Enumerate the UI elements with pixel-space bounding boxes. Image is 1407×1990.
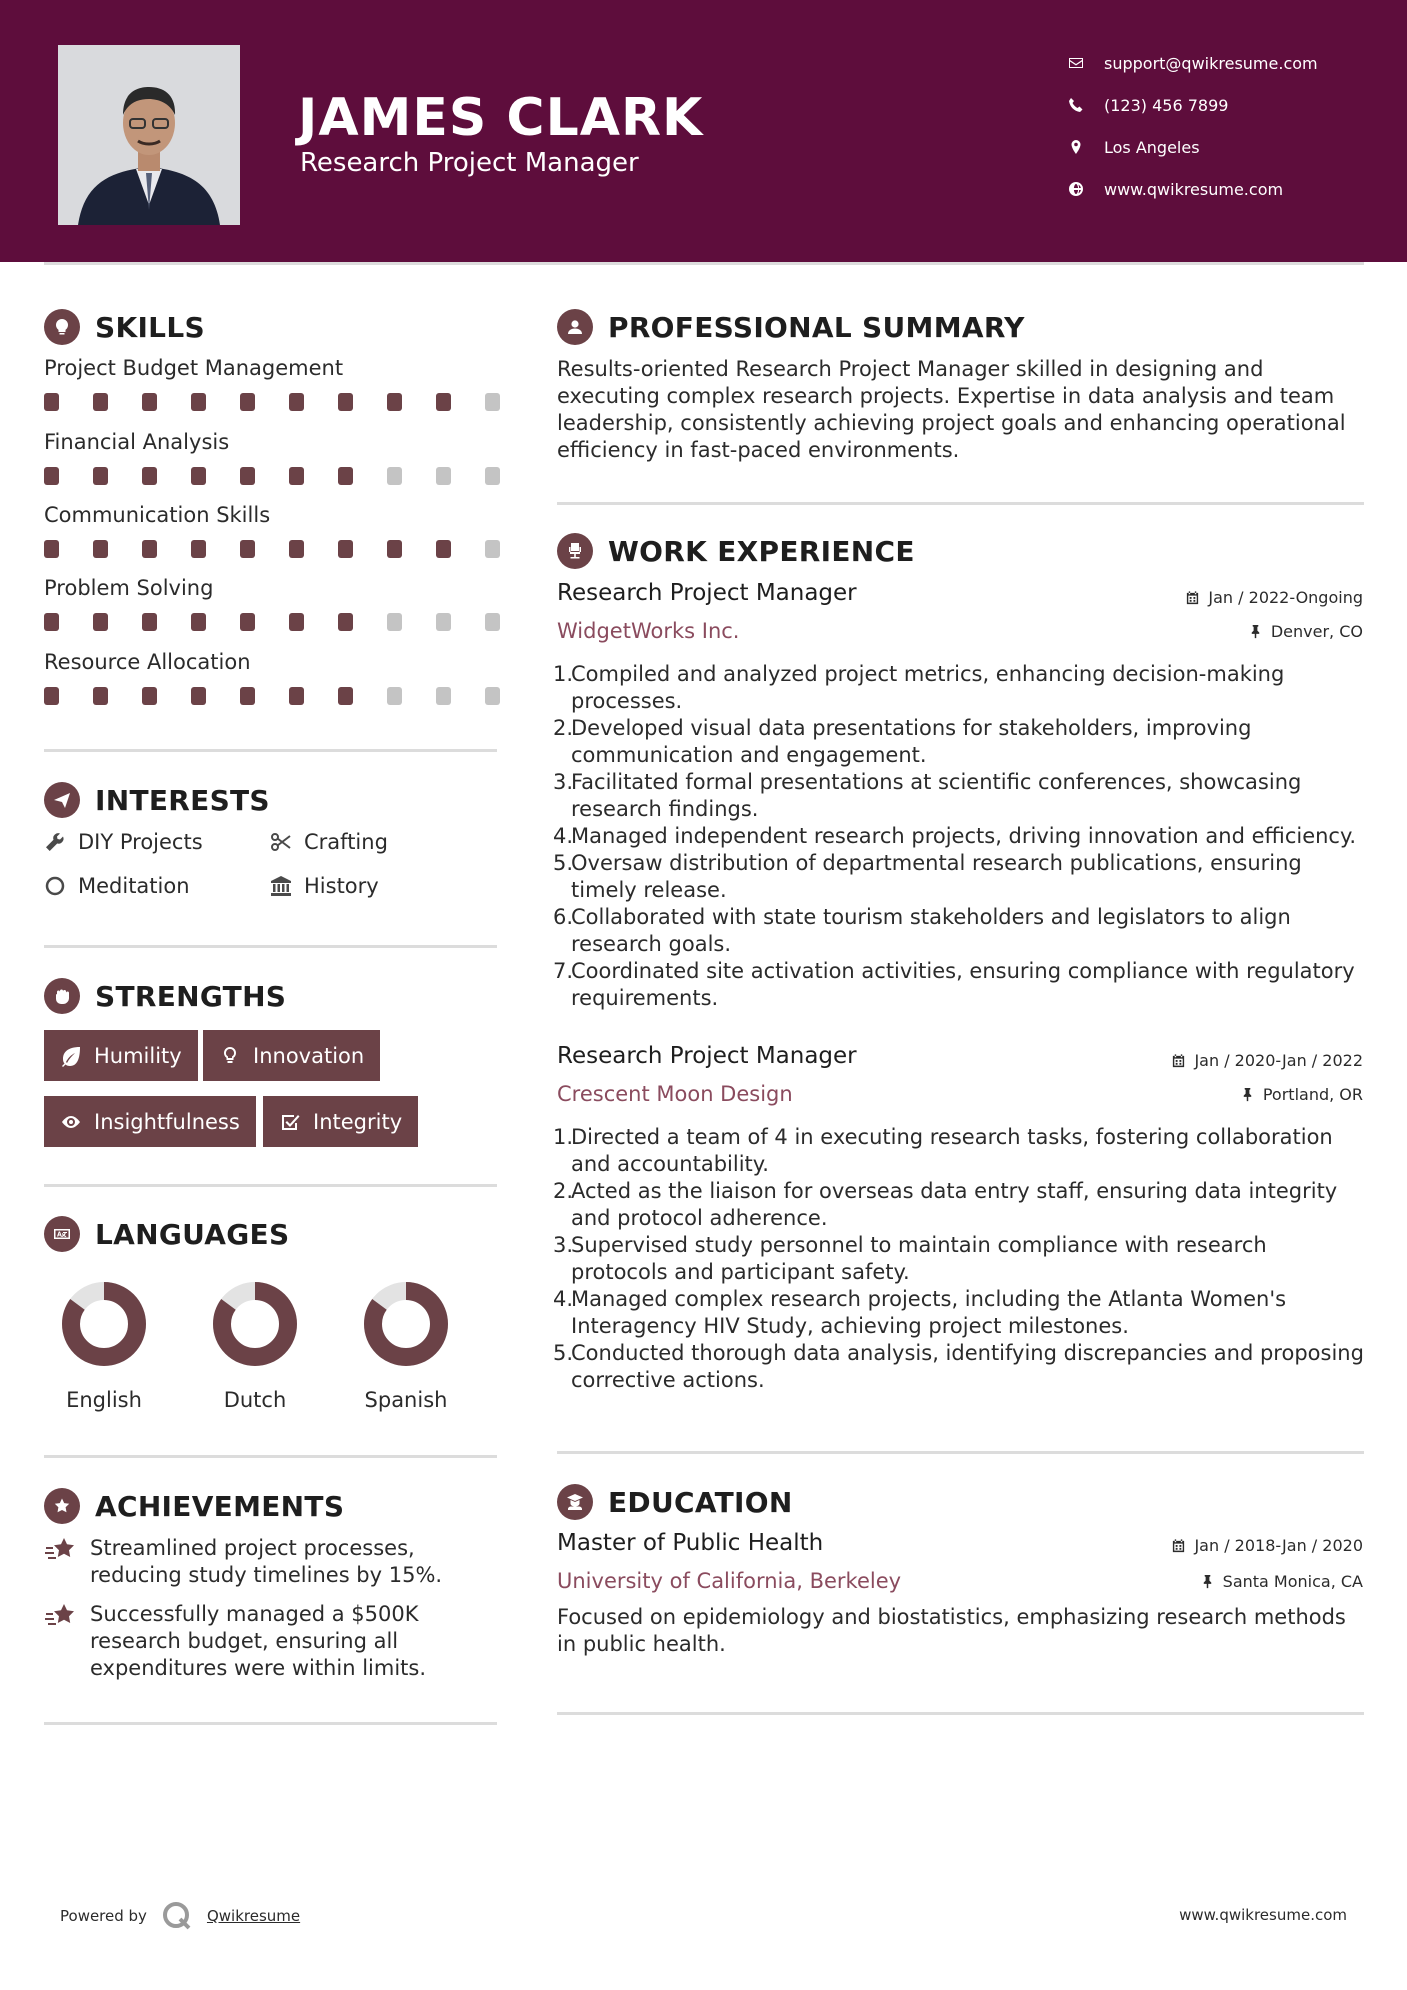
- company-name: WidgetWorks Inc.: [557, 619, 740, 643]
- location-pin-icon: [1068, 139, 1084, 155]
- rating-dot-filled: [191, 613, 206, 631]
- header-divider: [44, 262, 1364, 265]
- degree-title: Master of Public Health: [557, 1530, 824, 1556]
- skill-item: Financial Analysis: [44, 430, 504, 487]
- rating-dot-filled: [93, 613, 108, 631]
- rating-dot-filled: [142, 393, 157, 411]
- rating-dot-filled: [338, 540, 353, 558]
- rating-dot-filled: [142, 687, 157, 705]
- office-chair-icon: [565, 541, 585, 561]
- summary-text: Results-oriented Research Project Manager skilled in designing and executing complex research projects. Expertise in data analysis and team leadership, consistently achieving project goals and enhancing operational efficiency in fast-paced environments.: [557, 357, 1346, 462]
- language-level-ring: [360, 1278, 452, 1370]
- job-location: Portland, OR: [1240, 1085, 1363, 1104]
- interest-item: History: [270, 874, 379, 898]
- summary-heading: PROFESSIONAL SUMMARY: [557, 309, 1025, 345]
- rating-dot-filled: [191, 540, 206, 558]
- achievement-item: Successfully managed a $500K research budget, ensuring all expenditures were within limits.: [44, 1601, 484, 1682]
- lightbulb-icon: [52, 317, 72, 337]
- list-item: 7. Coordinated site activation activities, ensuring compliance with regulatory requirements.: [553, 959, 1355, 1010]
- rating-dot-filled: [142, 613, 157, 631]
- rating-dot-filled: [338, 467, 353, 485]
- rating-dot-empty: [485, 687, 500, 705]
- rating-dot-filled: [44, 613, 59, 631]
- education-location: Santa Monica, CA: [1200, 1572, 1363, 1591]
- interests-heading: INTERESTS: [44, 782, 270, 818]
- rating-dot-filled: [44, 393, 59, 411]
- graduate-icon: [565, 1492, 585, 1512]
- rating-dot-filled: [338, 393, 353, 411]
- rating-dot-empty: [387, 687, 402, 705]
- skill-item: Resource Allocation: [44, 650, 504, 707]
- strength-tag: Insightfulness: [44, 1096, 256, 1147]
- list-item: 2. Developed visual data presentations for stakeholders, improving communication and engagement.: [553, 716, 1252, 767]
- strength-tag: Integrity: [263, 1096, 418, 1147]
- education-heading: EDUCATION: [557, 1484, 793, 1520]
- education-text: Focused on epidemiology and biostatistics, emphasizing research methods in public health.: [557, 1605, 1346, 1656]
- rating-dot-filled: [289, 540, 304, 558]
- section-divider: [44, 1184, 497, 1187]
- job-bullets: [553, 1124, 1368, 1394]
- job-dates: Jan / 2022-Ongoing: [1185, 588, 1363, 607]
- language-level-ring: [58, 1278, 150, 1370]
- list-item: 3. Supervised study personnel to maintain compliance with research protocols and participant safety.: [553, 1233, 1267, 1284]
- rating-dot-filled: [93, 540, 108, 558]
- languages-heading: LANGUAGES: [44, 1216, 289, 1252]
- education-dates: Jan / 2018-Jan / 2020: [1171, 1536, 1363, 1555]
- skill-rating: [44, 687, 504, 707]
- rating-dot-filled: [338, 687, 353, 705]
- section-divider: [557, 1712, 1364, 1715]
- language-item: Spanish: [346, 1278, 466, 1412]
- leaf-icon: [60, 1045, 82, 1067]
- contact-list: [1068, 42, 1318, 210]
- rating-dot-filled: [289, 613, 304, 631]
- list-item: 4. Managed complex research projects, including the Atlanta Women's Interagency HIV Study, achieving project milestones.: [553, 1287, 1287, 1338]
- pushpin-icon: [1240, 1087, 1255, 1102]
- rating-dot-filled: [44, 467, 59, 485]
- skill-item: Communication Skills: [44, 503, 504, 560]
- rating-dot-filled: [387, 393, 402, 411]
- job-title: Research Project Manager: [557, 580, 857, 606]
- rating-dot-filled: [240, 467, 255, 485]
- rating-dot-empty: [436, 467, 451, 485]
- contact-location: Los Angeles: [1068, 126, 1318, 168]
- rating-dot-empty: [485, 540, 500, 558]
- skill-rating: [44, 613, 504, 633]
- job-bullets: [553, 661, 1368, 1012]
- contact-phone[interactable]: (123) 456 7899: [1068, 84, 1318, 126]
- experience-heading: WORK EXPERIENCE: [557, 533, 915, 569]
- rating-dot-empty: [485, 393, 500, 411]
- calendar-icon: [1171, 1053, 1186, 1068]
- list-item: 3. Facilitated formal presentations at scientific conferences, showcasing research findings.: [553, 770, 1302, 821]
- globe-icon: [1068, 181, 1084, 197]
- language-level-ring: [209, 1278, 301, 1370]
- qwikresume-logo-icon: [161, 1900, 193, 1932]
- checkbox-icon: [279, 1111, 301, 1133]
- phone-icon: [1068, 97, 1084, 113]
- rating-dot-filled: [191, 467, 206, 485]
- rating-dot-filled: [289, 467, 304, 485]
- email-icon: [1068, 55, 1084, 71]
- scissors-icon: [270, 831, 292, 853]
- rating-dot-filled: [44, 540, 59, 558]
- eye-icon: [60, 1111, 82, 1133]
- rating-dot-filled: [289, 687, 304, 705]
- section-divider: [557, 502, 1364, 505]
- header-banner: [0, 0, 1407, 262]
- language-item: English: [44, 1278, 164, 1412]
- rating-dot-empty: [485, 467, 500, 485]
- job-title: Research Project Manager: [557, 1043, 857, 1069]
- section-divider: [44, 945, 497, 948]
- rating-dot-filled: [93, 687, 108, 705]
- job-dates: Jan / 2020-Jan / 2022: [1171, 1051, 1363, 1070]
- pushpin-icon: [1200, 1574, 1215, 1589]
- skill-rating: [44, 467, 504, 487]
- list-item: 1. Directed a team of 4 in executing research tasks, fostering collaboration and accountability.: [553, 1125, 1333, 1176]
- list-item: 2. Acted as the liaison for overseas data entry staff, ensuring data integrity and protocol adherence.: [553, 1179, 1338, 1230]
- achievement-item: Streamlined project processes, reducing study timelines by 15%.: [44, 1535, 484, 1589]
- language-icon: [52, 1224, 72, 1244]
- interest-item: Meditation: [44, 874, 190, 898]
- rating-dot-filled: [289, 393, 304, 411]
- list-item: 5. Conducted thorough data analysis, identifying discrepancies and proposing corrective actions.: [553, 1341, 1364, 1392]
- rating-dot-filled: [93, 467, 108, 485]
- rating-dot-filled: [191, 393, 206, 411]
- strength-tag: Humility: [44, 1030, 198, 1081]
- interest-item: DIY Projects: [44, 830, 203, 854]
- candidate-title: Research Project Manager: [300, 148, 639, 178]
- rating-dot-filled: [240, 687, 255, 705]
- rating-dot-filled: [436, 393, 451, 411]
- lightbulb-icon: [219, 1045, 241, 1067]
- rating-dot-filled: [142, 467, 157, 485]
- circle-icon: [44, 875, 66, 897]
- skill-item: Problem Solving: [44, 576, 504, 633]
- footer-powered-by: Powered by Qwikresume: [60, 1900, 300, 1932]
- strength-tag: Innovation: [203, 1030, 380, 1081]
- contact-website[interactable]: www.qwikresume.com: [1068, 168, 1318, 210]
- paper-plane-icon: [52, 790, 72, 810]
- rating-dot-filled: [387, 540, 402, 558]
- contact-email[interactable]: support@qwikresume.com: [1068, 42, 1318, 84]
- brand-link[interactable]: Qwikresume: [206, 1907, 301, 1925]
- rating-dot-empty: [485, 613, 500, 631]
- rating-dot-filled: [44, 687, 59, 705]
- rating-dot-empty: [387, 467, 402, 485]
- rating-dot-empty: [436, 687, 451, 705]
- rating-dot-filled: [240, 613, 255, 631]
- rating-dot-empty: [436, 613, 451, 631]
- fist-icon: [52, 986, 72, 1006]
- calendar-icon: [1185, 590, 1200, 605]
- skill-rating: [44, 540, 504, 560]
- rating-dot-filled: [142, 540, 157, 558]
- candidate-name: JAMES CLARK: [298, 88, 704, 148]
- section-divider: [557, 1451, 1364, 1454]
- profile-photo: [58, 45, 240, 225]
- achievements-heading: ACHIEVEMENTS: [44, 1488, 344, 1524]
- footer-url[interactable]: www.qwikresume.com: [1179, 1906, 1347, 1924]
- skill-item: Project Budget Management: [44, 356, 504, 413]
- school-name: University of California, Berkeley: [557, 1569, 902, 1593]
- strengths-heading: STRENGTHS: [44, 978, 286, 1014]
- company-name: Crescent Moon Design: [557, 1082, 793, 1106]
- language-item: Dutch: [195, 1278, 315, 1412]
- section-divider: [44, 749, 497, 752]
- shooting-star-icon: [44, 1537, 78, 1563]
- user-icon: [565, 317, 585, 337]
- list-item: 6. Collaborated with state tourism stakeholders and legislators to align research goals.: [553, 905, 1291, 956]
- rating-dot-filled: [191, 687, 206, 705]
- job-location: Denver, CO: [1248, 622, 1363, 641]
- rating-dot-filled: [240, 393, 255, 411]
- section-divider: [44, 1455, 497, 1458]
- list-item: 5. Oversaw distribution of departmental research publications, ensuring timely release.: [553, 851, 1302, 902]
- list-item: 4. Managed independent research projects, driving innovation and efficiency.: [553, 824, 1357, 848]
- rating-dot-filled: [338, 613, 353, 631]
- wrench-icon: [44, 831, 66, 853]
- section-divider: [44, 1722, 497, 1725]
- star-badge-icon: [52, 1496, 72, 1516]
- rating-dot-filled: [436, 540, 451, 558]
- list-item: 1. Compiled and analyzed project metrics, enhancing decision-making processes.: [553, 662, 1285, 713]
- person-portrait-icon: [58, 45, 240, 225]
- rating-dot-empty: [387, 613, 402, 631]
- calendar-icon: [1171, 1538, 1186, 1553]
- rating-dot-filled: [240, 540, 255, 558]
- rating-dot-filled: [93, 393, 108, 411]
- shooting-star-icon: [44, 1603, 78, 1629]
- museum-icon: [270, 875, 292, 897]
- pushpin-icon: [1248, 624, 1263, 639]
- skills-heading: SKILLS: [44, 309, 205, 345]
- skill-rating: [44, 393, 504, 413]
- interest-item: Crafting: [270, 830, 388, 854]
